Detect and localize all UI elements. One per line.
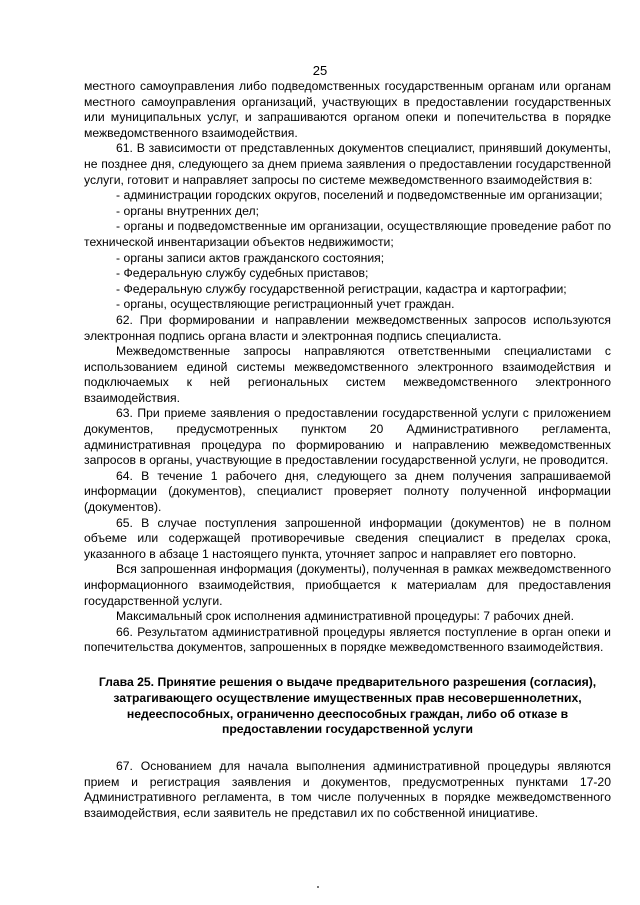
paragraph: Межведомственные запросы направляются ответственными специалистами с использованием единой системы межведомственного электронного взаимодействия и подключаемых к ней региональных систем межведомственного электронного взаимодействия.	[84, 344, 611, 405]
paragraph-63: 63. При приеме заявления о предоставлении государственной услуги с приложением документов, предусмотренных пунктом 20 Административного регламента, административная процедура по формированию и направлению межведомственных запросов в органы, участвующие в предоставлении государственной услуги, не проводится.	[84, 406, 611, 468]
list-item: - Федеральную службу государственной регистрации, кадастра и картографии;	[116, 281, 567, 296]
list-item: - органы внутренних дел;	[116, 203, 260, 218]
paragraph: Максимальный срок исполнения административной процедуры: 7 рабочих дней.	[116, 609, 574, 624]
paragraph-66: 66. Результатом административной процедуры является поступление в орган опеки и попечительства документов, запрошенных в порядке межведомственного взаимодействия.	[84, 624, 611, 655]
list-item: - Федеральную службу судебных приставов;	[116, 266, 369, 281]
paragraph-65: 65. В случае поступления запрошенной информации (документов) не в полном объеме или содержащей противоречивые сведения специалист в пределах срока, указанного в абзаце 1 настоящего пункта, уточняет запрос и направляет его повторно.	[84, 515, 611, 561]
document-body	[84, 79, 611, 822]
paragraph-64: 64. В течение 1 рабочего дня, следующего за днем получения запрашиваемой информации (документов), специалист проверяет полноту полученной информации (документов).	[84, 468, 611, 515]
chapter-heading: Глава 25. Принятие решения о выдаче предварительного разрешения (согласия), затрагивающего осуществление имущественных прав несовершеннолетних, недееспособных, ограниченно дееспособных граждан, либо об отказе в предоставлении государственной услуги	[98, 674, 597, 737]
page-number: 25	[312, 63, 328, 78]
scan-artifact	[317, 886, 319, 888]
paragraph-61: 61. В зависимости от представленных документов специалист, принявший документы, не позднее дня, следующего за днем приема заявления о предоставлении государственной услуги, готовит и направляет запросы по системе межведомственного взаимодействия в:	[84, 141, 611, 187]
list-item: - органы записи актов гражданского состояния;	[116, 250, 385, 265]
paragraph-62: 62. При формировании и направлении межведомственных запросов используются электронная подпись органа власти и электронная подпись специалиста.	[84, 312, 611, 343]
list-item: - органы и подведомственные им организации, осуществляющие проведение работ по технической инвентаризации объектов недвижимости;	[84, 219, 611, 249]
paragraph: местного самоуправления либо подведомственных государственным органам или органам местного самоуправления организаций, участвующих в предоставлении государственных или муниципальных услуг, и запрашиваются органом опеки и попечительства в порядке межведомственного взаимодействия.	[84, 79, 611, 140]
paragraph: Вся запрошенная информация (документы), полученная в рамках межведомственного информационного взаимодействия, приобщается к материалам для предоставления государственной услуги.	[84, 562, 611, 608]
paragraph-67: 67. Основанием для начала выполнения административной процедуры являются прием и регистрация заявления и документов, предусмотренных пунктами 17-20 Административного регламента, в том числе полученных в порядке межведомственного взаимодействия, если заявитель не представил их по собственной инициативе.	[84, 759, 611, 820]
list-item: - органы, осуществляющие регистрационный учет граждан.	[116, 297, 455, 312]
list-item: - администрации городских округов, поселений и подведомственные им организации;	[116, 188, 603, 203]
